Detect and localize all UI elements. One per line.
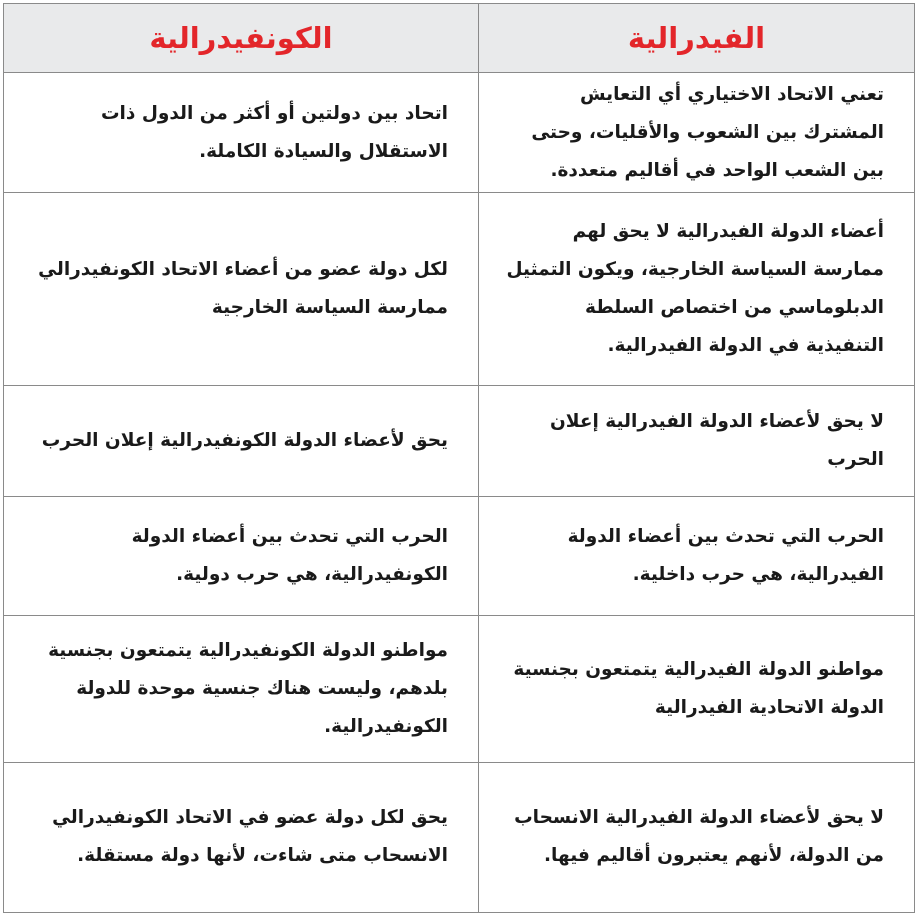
table-row	[4, 497, 915, 615]
table-row	[4, 193, 915, 386]
header-federal: الفيدرالية	[479, 4, 915, 73]
header-confederal: الكونفيدرالية	[4, 4, 479, 73]
table-row	[4, 615, 915, 762]
cell-federal: لا يحق لأعضاء الدولة الفيدرالية إعلان الحرب	[479, 386, 915, 497]
table-row	[4, 762, 915, 912]
cell-confederal: اتحاد بين دولتين أو أكثر من الدول ذات الاستقلال والسيادة الكاملة.	[4, 73, 479, 193]
cell-confederal: الحرب التي تحدث بين أعضاء الدولة الكونفيدرالية، هي حرب دولية.	[4, 497, 479, 615]
header-row	[4, 4, 915, 73]
cell-federal: لا يحق لأعضاء الدولة الفيدرالية الانسحاب من الدولة، لأنهم يعتبرون أقاليم فيها.	[479, 762, 915, 912]
table-row	[4, 73, 915, 193]
cell-federal: مواطنو الدولة الفيدرالية يتمتعون بجنسية الدولة الاتحادية الفيدرالية	[479, 615, 915, 762]
cell-federal: تعني الاتحاد الاختياري أي التعايش المشترك بين الشعوب والأقليات، وحتى بين الشعب الواحد في أقاليم متعددة.	[479, 73, 915, 193]
cell-federal: أعضاء الدولة الفيدرالية لا يحق لهم ممارسة السياسة الخارجية، ويكون التمثيل الدبلوماسي من اختصاص السلطة التنفيذية في الدولة الفيدرالية.	[479, 193, 915, 386]
cell-confederal: يحق لكل دولة عضو في الاتحاد الكونفيدرالي الانسحاب متى شاءت، لأنها دولة مستقلة.	[4, 762, 479, 912]
cell-confederal: مواطنو الدولة الكونفيدرالية يتمتعون بجنسية بلدهم، وليست هناك جنسية موحدة للدولة الكونفيدرالية.	[4, 615, 479, 762]
cell-federal: الحرب التي تحدث بين أعضاء الدولة الفيدرالية، هي حرب داخلية.	[479, 497, 915, 615]
cell-confederal: يحق لأعضاء الدولة الكونفيدرالية إعلان الحرب	[4, 386, 479, 497]
comparison-table	[3, 3, 915, 913]
cell-confederal: لكل دولة عضو من أعضاء الاتحاد الكونفيدرالي ممارسة السياسة الخارجية	[4, 193, 479, 386]
table-row	[4, 386, 915, 497]
